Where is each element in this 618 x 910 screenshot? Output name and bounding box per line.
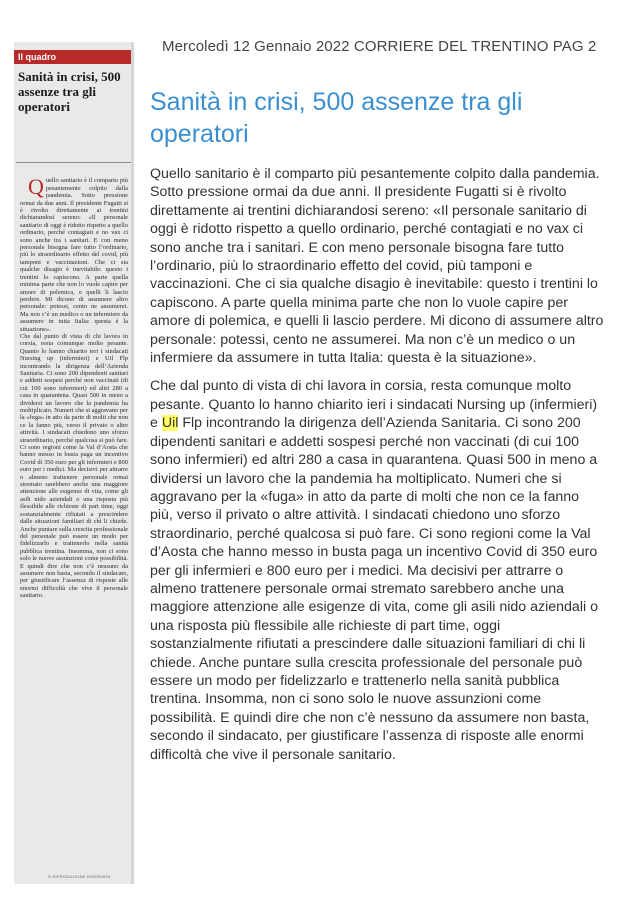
clipping-divider [16, 162, 132, 163]
dateline: Mercoledì 12 Gennaio 2022 CORRIERE DEL TRENTINO PAG 2 [162, 38, 597, 55]
clipping-kicker: Il quadro [14, 50, 134, 64]
paragraph-text: Che dal punto di vista di chi lavora in corsia, resta comunque molto pesante. Quanto lo hanno chiarito ieri i sindacati Nursing up (infermieri) e [150, 378, 598, 432]
paragraph-text: Flp incontrando la dirigenza dell’Azienda Sanitaria. Ci sono 200 dipendenti sanitari e addetti sospesi perché non vaccinati (di cui 100 sono infermieri) ed altri 280 a casa in quarantena. Quasi 500 in meno a dividersi un lavoro che la pandemia ha moltiplicato. Numeri che si aggravano per la «fuga» in atto da parte di molti che non ce la fanno più, verso il privato o altre attività. I sindacati chiedono uno sforzo straordinario, perché qualcosa si può fare. Ci sono regioni come la Val d’Aosta che hanno messo in busta paga un incentivo Covid di 350 euro per gli infermieri e 800 euro per i medici. Ma decisivi per attrarre o almeno trattenere personale ormai stremato sarebbero anche una maggiore attenzione alle esigenze di vita, come gli asili nido aziendali o una risposta più flessibile alle richieste di part time, oggi sostanzialmente rifiutati a prescindere dalle situazioni familiari di chi li chiede. Anche puntare sulla crescita professionale del personale può essere un modo per fidelizzarlo e trattenerlo nella sanità pubblica trentina. Insomma, non ci sono solo le nuove assunzioni come possibilità. E quindi dire che non c’è nessuno da assumere non basta, secondo il sindacato, per giustificare l’assenza di risposte alle enormi difficoltà che vive il personale sanitario. [150, 415, 598, 763]
clipping-credit: © RIPRODUZIONE RISERVATA [48, 874, 111, 879]
highlighted-text: Uil [161, 415, 179, 432]
article-title: Sanità in crisi, 500 assenze tra gli operatori [150, 88, 523, 148]
article-paragraph [150, 377, 604, 764]
clipping-body [20, 170, 128, 870]
clipping-headline: Sanità in crisi, 500 assenze tra gli operatori [18, 69, 121, 114]
clipping-dropcap: Q [28, 174, 44, 200]
clipping-edge [131, 42, 134, 884]
clipping-body-text: uello sanitario è il comparto più pesantemente colpito dalla pandemia. Sotto pressione ormai da due anni. Il presidente Fugatti si è rivolto direttamente ai trentini dichiarandosi sereno: «Il personale sanitario di oggi è ridotto rispetto a quello ordinario, perché contagiati e no vax ci sono anche tra i sanitari. E con meno personale bisogna fare tutto l’ordinario, più lo straordinario effetto del covid, più tamponi e vaccinazioni. Che ci sia qualche disagio è inevitabile: questo i trentini lo capiscono. A parte quella minima parte che non lo vuole capire per amore di polemica, e quelli li lascio perdere. Mi dicono di assumere altro personale: potessi, cento ne assumerei. Ma non c’è un medico o un infermiere da assumere in tutta Italia: questa è la situazione». Che dal punto di vista di chi lavora in corsia, resta comunque molto pesante. Quanto lo hanno chiarito ieri i sindacati Nursing up (infermieri) e Uil Flp incontrando la dirigenza dell’Azienda Sanitaria. Ci sono 200 dipendenti sanitari e addetti sospesi perché non vaccinati (di cui 100 sono infermieri) ed altri 280 a casa in quarantena. Quasi 500 in meno a dividersi un lavoro che la pandemia ha moltiplicato. Numeri che si aggravano per la «fuga» in atto da parte di molti che non ce la fanno più, verso il privato o altre attività. I sindacati chiedono uno sforzo straordinario, perché qualcosa si può fare. Ci sono regioni come la Val d’Aosta che hanno messo in busta paga un incentivo Covid di 350 euro per gli infermieri e 800 euro per i medici. Ma decisivi per attrarre o almeno trattenere personale ormai stremato sarebbero anche una maggiore attenzione alle esigenze di vita, come gli asili nido aziendali o una risposta più flessibile alle richieste di part time, oggi sostanzialmente rifiutati a prescindere dalle situazioni familiari di chi li chiede. Anche puntare sulla crescita professionale del personale può essere un modo per fidelizzarlo e trattenerlo nella sanità pubblica trentina. Insomma, non ci sono solo le nuove assunzioni come possibilità. E quindi dire che non c’è nessuno da assumere non basta, secondo il sindacato, per giustificare l’assenza di risposte alle enormi difficoltà che vive il personale sanitario. [20, 177, 128, 600]
newspaper-clipping [14, 42, 134, 884]
article-paragraph: Quello sanitario è il comparto più pesantemente colpito dalla pandemia. Sotto pressione ormai da due anni. Il presidente Fugatti si è rivolto direttamente ai trentini dichiarandosi sereno: «Il personale sanitario di oggi è ridotto rispetto a quello ordinario, perché contagiati e no vax ci sono anche tra i sanitari. E con meno personale bisogna fare tutto l’ordinario, più lo straordinario effetto del covid, più tamponi e vaccinazioni. Che ci sia qualche disagio è inevitabile: questo i trentini lo capiscono. A parte quella minima parte che non lo vuole capire per amore di polemica, e quelli li lascio perdere. Mi dicono di assumere altro personale: potessi, cento ne assumerei. Ma non c’è un medico o un infermiere da assumere in tutta Italia: questa è la situazione». [150, 166, 604, 367]
article-body [150, 165, 604, 774]
